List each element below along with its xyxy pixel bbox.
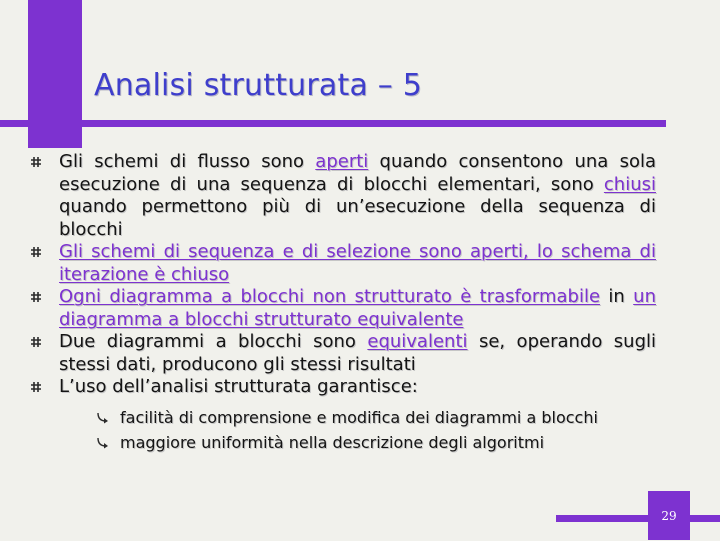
bullet-text: L’uso dell’analisi strutturata garantisce: — [59, 376, 418, 397]
sub-bullet-list — [30, 405, 656, 455]
bullet-text: quando consentono una sola esecuzione di una sequenza di blocchi elementari, sono — [59, 151, 656, 195]
bullet-list — [30, 151, 656, 455]
keyword-equivalenti: equivalenti — [367, 331, 468, 352]
bullet-text: in — [600, 286, 634, 307]
bullet-text: Gli schemi di sequenza e di selezione sono aperti, lo schema di iterazione è chiuso — [59, 241, 656, 285]
hash-bullet-icon — [30, 291, 42, 303]
hash-bullet-icon — [30, 156, 42, 168]
keyword-aperti: aperti — [315, 151, 369, 172]
bullet-item-4 — [30, 331, 656, 376]
hash-bullet-icon — [30, 336, 42, 348]
bullet-text: un diagramma a blocchi strutturato equivalente — [59, 286, 656, 330]
hash-bullet-icon — [30, 381, 42, 393]
bullet-text: se, operando sugli stessi dati, producono gli stessi risultati — [59, 331, 656, 375]
title-rule — [0, 120, 666, 127]
bullet-item-2 — [30, 241, 656, 286]
hash-bullet-icon — [30, 246, 42, 258]
bullet-item-3 — [30, 286, 656, 331]
sub-bullet-text: maggiore uniformità nella descrizione degli algoritmi — [120, 432, 545, 452]
sub-bullet-item — [92, 405, 656, 430]
bullet-text: Gli schemi di flusso sono — [59, 151, 316, 172]
sub-bullet-text: facilità di comprensione e modifica dei diagrammi a blocchi — [120, 407, 598, 427]
footer-rule — [556, 515, 720, 522]
bullet-text: Due diagrammi a blocchi sono — [59, 331, 368, 352]
bullet-item-1 — [30, 151, 656, 241]
slide-title: Analisi strutturata – 5 — [94, 68, 422, 103]
keyword-chiusi: chiusi — [603, 173, 656, 195]
curved-arrow-icon — [96, 436, 110, 449]
curved-arrow-icon — [96, 411, 110, 424]
sub-bullet-item — [92, 430, 656, 455]
bullet-text: Ogni diagramma a blocchi non strutturato è trasformabile — [59, 286, 601, 307]
bullet-text: quando permettono più di un’esecuzione della sequenza di blocchi — [59, 196, 656, 240]
bullet-item-5 — [30, 376, 656, 399]
page-number: 29 — [648, 491, 690, 540]
